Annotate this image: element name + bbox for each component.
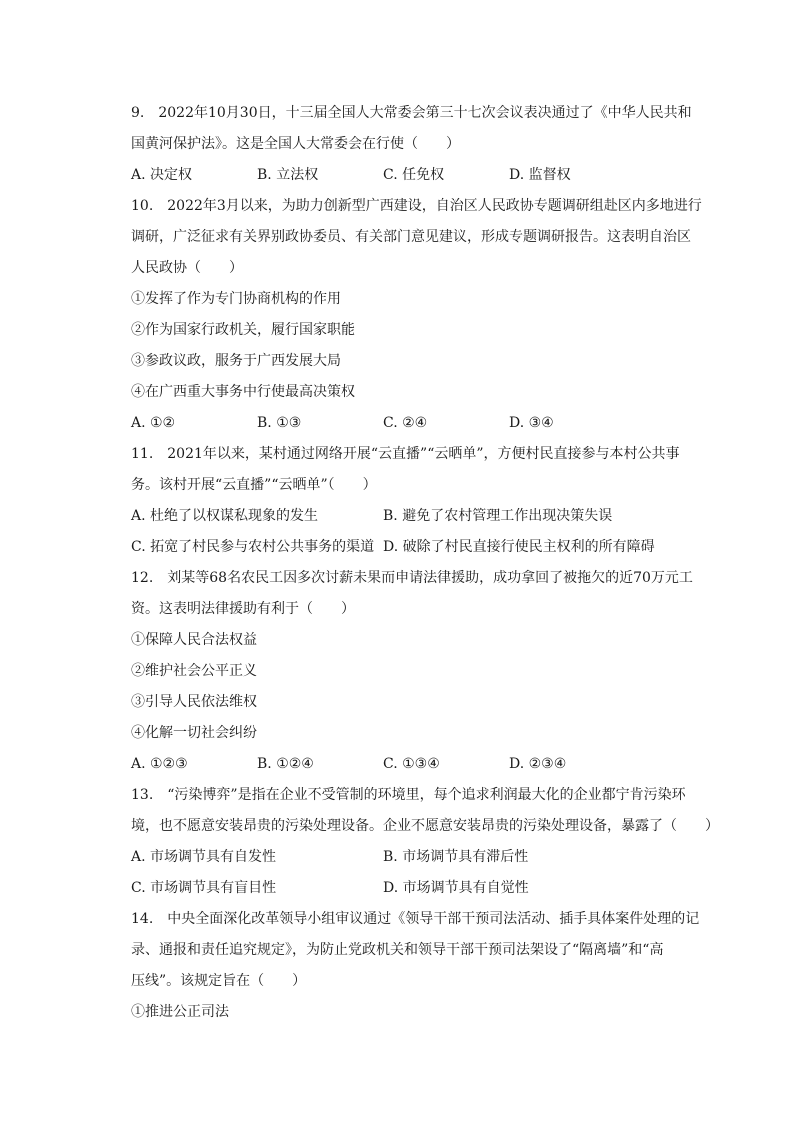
option-b: B. ①②④ [257,756,314,772]
question-stem-line: 10. 2022年3月以来，为助力创新型广西建设，自治区人民政协专题调研组赴区内多地进行 [131,198,702,214]
statement-4: ④化解一切社会纠纷 [131,725,257,741]
question-12 [131,563,697,780]
statement-1: ①发挥了作为专门协商机构的作用 [131,291,341,307]
statement-2: ②作为国家行政机关，履行国家职能 [131,322,355,338]
option-c: C. 任免权 [383,167,445,183]
option-b: B. 立法权 [257,167,319,183]
question-9 [131,98,697,191]
question-stem-line: 13. “污染博弈”是指在企业不受管制的环境里，每个追求利润最大化的企业都宁肯污染环 [131,787,686,803]
options-row [131,749,697,780]
option-c: C. 拓宽了村民参与农村公共事务的渠道 [131,539,375,555]
option-d: D. ②③④ [509,756,567,772]
question-stem-line: 14. 中央全面深化改革领导小组审议通过《领导干部干预司法活动、插手具体案件处理的记 [131,911,700,927]
question-stem-line: 调研，广泛征求有关界别政协委员、有关部门意见建议，形成专题调研报告。这表明自治区 [131,229,691,245]
statement-1: ①保障人民合法权益 [131,632,257,648]
options-row [131,408,697,439]
statement-2: ②维护社会公平正义 [131,663,257,679]
option-a: A. 杜绝了以权谋私现象的发生 [131,508,319,524]
option-d: D. 破除了村民直接行使民主权利的所有障碍 [383,539,655,555]
options-row [131,501,697,532]
option-b: B. 市场调节具有滞后性 [383,849,529,865]
option-c: C. ②④ [383,415,428,431]
options-row [131,160,697,191]
option-d: D. 监督权 [509,167,571,183]
statement-4: ④在广西重大事务中行使最高决策权 [131,384,355,400]
options-row [131,532,697,563]
question-stem-line: 资。这表明法律援助有利于（ ） [131,601,355,617]
question-stem-line: 9. 2022年10月30日，十三届全国人大常委会第三十七次会议表决通过了《中华人民共和 [131,105,692,121]
options-row [131,842,697,873]
question-stem-line: 12. 刘某等68名农民工因多次讨薪未果而申请法律援助，成功拿回了被拖欠的近70万元工 [131,570,693,586]
option-c: C. ①③④ [383,756,440,772]
question-13 [131,780,719,904]
option-a: A. ①②③ [131,756,188,772]
question-list [131,98,719,1028]
question-stem-line: 人民政协（ ） [131,260,243,276]
option-a: A. 市场调节具有自发性 [131,849,277,865]
question-stem-line: 境，也不愿意安装昂贵的污染处理设备。企业不愿意安装昂贵的污染处理设备，暴露了（ ） [131,818,719,834]
option-a: A. ①② [131,415,176,431]
question-14 [131,904,700,1028]
options-row [131,873,697,904]
statement-1: ①推进公正司法 [131,1004,229,1020]
question-stem-line: 11. 2021年以来，某村通过网络开展“云直播”“云晒单”，方便村民直接参与本村公共事 [131,446,680,462]
option-b: B. 避免了农村管理工作出现决策失误 [383,508,613,524]
option-a: A. 决定权 [131,167,193,183]
question-11 [131,439,697,563]
option-b: B. ①③ [257,415,302,431]
option-d: D. 市场调节具有自觉性 [383,880,529,896]
question-stem-line: 录、通报和责任追究规定》，为防止党政机关和领导干部干预司法架设了“隔离墙”和“高 [131,942,664,958]
statement-3: ③参政议政，服务于广西发展大局 [131,353,341,369]
statement-3: ③引导人民依法维权 [131,694,257,710]
question-stem-line: 国黄河保护法》。这是全国人大常委会在行使（ ） [131,136,460,152]
question-10 [131,191,702,439]
option-d: D. ③④ [509,415,554,431]
question-stem-line: 压线”。该规定旨在（ ） [131,973,307,989]
question-stem-line: 务。该村开展“云直播”“云晒单”（ ） [131,477,377,493]
option-c: C. 市场调节具有盲目性 [131,880,277,896]
